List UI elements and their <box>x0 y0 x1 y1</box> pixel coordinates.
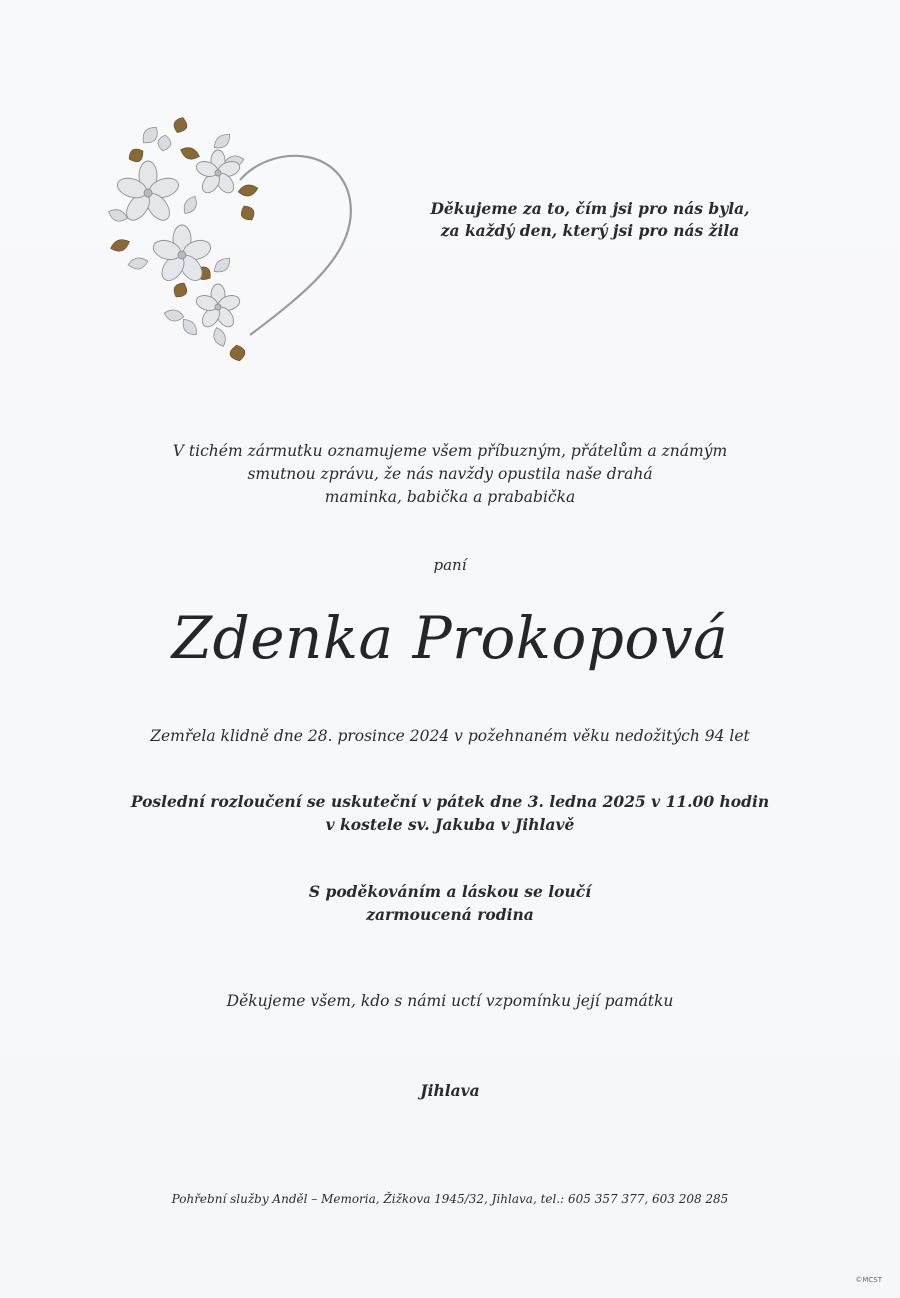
funeral-service-footer: Pohřební služby Anděl – Memoria, Žižkova 1945/32, Jihlava, tel.: 605 357 377, 603 208 285 <box>171 1192 729 1206</box>
motto-line-2: za každý den, který jsi pro nás žila <box>440 221 740 240</box>
announcement-line-3: maminka, babička a prababička <box>324 488 576 506</box>
death-notice: Zemřela klidně dne 28. prosince 2024 v požehnaném věku nedožitých 94 let <box>150 727 750 745</box>
motto-line-1: Děkujeme za to, čím jsi pro nás byla, <box>430 199 750 218</box>
family-line-2: zarmoucená rodina <box>366 905 534 924</box>
floral-heart-icon <box>100 115 365 385</box>
salutation: paní <box>433 556 467 574</box>
city-name: Jihlava <box>420 1081 480 1100</box>
deceased-name: Zdenka Prokopová <box>171 604 729 672</box>
funeral-line-1: Poslední rozloučení se uskuteční v pátek dne 3. ledna 2025 v 11.00 hodin <box>130 792 770 811</box>
thanks-note: Děkujeme všem, kdo s námi uctí vzpomínku její památku <box>226 992 674 1010</box>
family-farewell <box>0 880 900 926</box>
motto-quote <box>400 198 780 242</box>
announcement-line-2: smutnou zprávu, že nás navždy opustila naše drahá <box>247 465 653 483</box>
announcement-line-1: V tichém zármutku oznamujeme všem příbuzným, přátelům a známým <box>172 442 728 460</box>
funeral-line-2: v kostele sv. Jakuba v Jihlavě <box>325 815 575 834</box>
funeral-details <box>0 790 900 836</box>
announcement <box>0 440 900 509</box>
family-line-1: S poděkováním a láskou se loučí <box>308 882 592 901</box>
copyright-watermark: ©MCST <box>855 1276 882 1284</box>
